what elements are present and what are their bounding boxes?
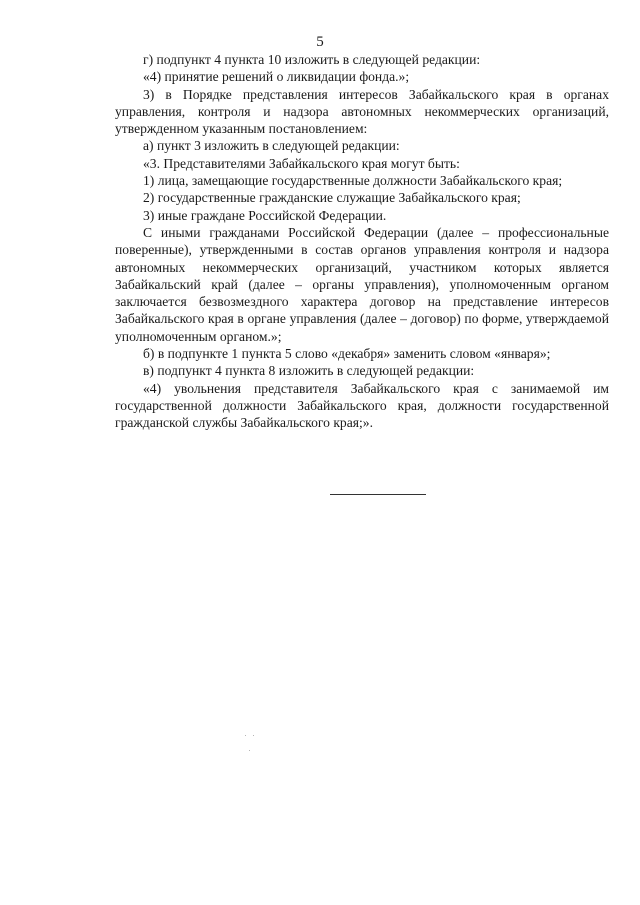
- paragraph-professional-attorneys: С иными гражданами Российской Федерации (далее – профессиональные поверенные), утвержденными в состав органов управления контроля и надзора автономных некоммерческих организаций, участником которых является Забайкальский край (далее – органы управления), уполномоченным органом заключается безвозмездного характера договор на представление интересов Забайкальского края в органе управления (далее – договор) по форме, утверждаемой уполномоченным органом.»;: [115, 224, 609, 344]
- page-number: 5: [316, 34, 324, 50]
- paragraph-quote-dismissal: «4) увольнения представителя Забайкальского края с занимаемой им государственной должности Забайкальского края, должности государственной гражданской службы Забайкальского края;».: [115, 380, 609, 431]
- paragraph-subitem-g: г) подпункт 4 пункта 10 изложить в следующей редакции:: [143, 52, 481, 67]
- paragraph-list-item-3: 3) иные граждане Российской Федерации.: [143, 207, 387, 223]
- paragraph-subitem-b: б) в подпункте 1 пункта 5 слово «декабря» заменить словом «января»;: [143, 346, 551, 362]
- scan-speck: [249, 750, 250, 751]
- scan-speck: [245, 735, 246, 736]
- paragraph-subitem-a: а) пункт 3 изложить в следующей редакции:: [143, 138, 400, 154]
- scan-speck: [253, 735, 254, 736]
- paragraph-list-item-1: 1) лица, замещающие государственные должности Забайкальского края;: [143, 173, 563, 189]
- paragraph-quote-fund-liquidation: «4) принятие решений о ликвидации фонда.»;: [143, 69, 410, 85]
- paragraph-subitem-v: в) подпункт 4 пункта 8 изложить в следующей редакции:: [143, 363, 475, 379]
- paragraph-item-3-procedure: 3) в Порядке представления интересов Забайкальского края в органах управления, контроля и надзора автономных некоммерческих организаций, утвержденном указанным постановлением:: [115, 86, 609, 137]
- closing-rule: [330, 494, 426, 495]
- paragraph-list-item-2: 2) государственные гражданские служащие Забайкальского края;: [143, 190, 521, 206]
- document-body: [115, 51, 609, 432]
- paragraph-representatives-heading: «3. Представителями Забайкальского края могут быть:: [143, 155, 460, 171]
